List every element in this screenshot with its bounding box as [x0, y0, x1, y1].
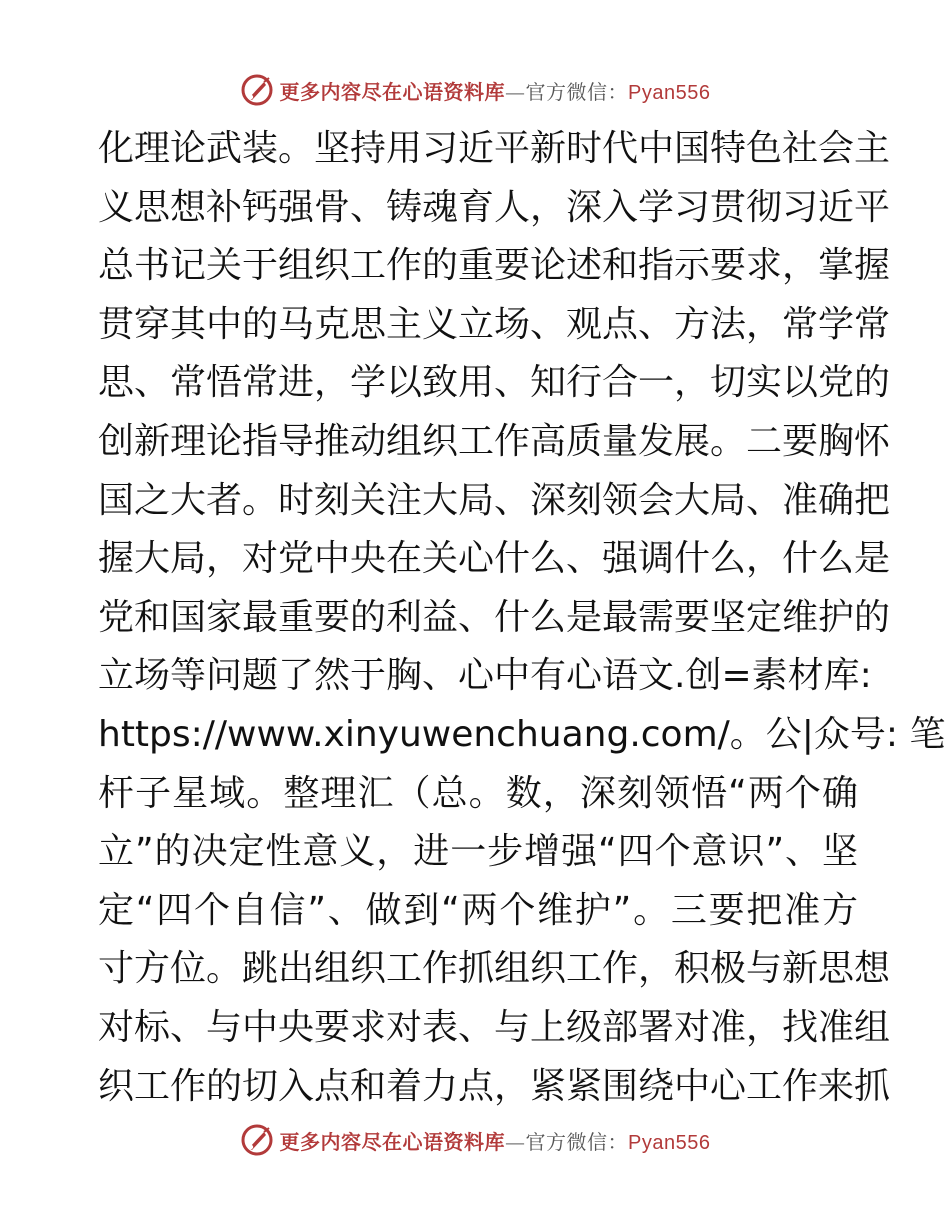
document-body: [98, 120, 946, 1116]
text-line: 思、常悟常进，学以致用、知行合一，切实以党的: [98, 362, 891, 404]
watermark-separator: —: [505, 79, 526, 104]
text-line: 定“四个自信”、做到“两个维护”。三要把准方: [98, 889, 858, 931]
header-watermark: [0, 72, 950, 108]
watermark-label: 官方微信：: [525, 79, 629, 104]
watermark-label: 官方微信：: [525, 1129, 629, 1154]
text-line: https://www.xinyuwenchuang.com/。公|众号: 笔: [98, 713, 946, 755]
text-line: 立场等问题了然于胸、心中有心语文.创=素材库:: [98, 655, 872, 697]
watermark-text: [280, 76, 711, 105]
text-line: 党和国家最重要的利益、什么是最需要坚定维护的: [98, 596, 891, 638]
text-line: 握大局，对党中央在关心什么、强调什么，什么是: [98, 538, 891, 580]
text-line: 对标、与中央要求对表、与上级部署对准，找准组: [98, 1006, 891, 1048]
text-line: 义思想补钙强骨、铸魂育人，深入学习贯彻习近平: [98, 186, 891, 228]
watermark-brand: 更多内容尽在心语资料库: [279, 1129, 506, 1154]
text-line: 贯穿其中的马克思主义立场、观点、方法，常学常: [98, 303, 891, 345]
watermark-wechat-id: Pyan556: [628, 1131, 711, 1154]
text-line: 立”的决定性意义，进一步增强“四个意识”、坚: [98, 831, 858, 873]
watermark-brand: 更多内容尽在心语资料库: [279, 79, 506, 104]
text-line: 织工作的切入点和着力点，紧紧围绕中心工作来抓: [98, 1065, 891, 1107]
quill-pen-logo-icon: [240, 1123, 274, 1157]
text-line: 国之大者。时刻关注大局、深刻领会大局、准确把: [98, 479, 891, 521]
watermark-wechat-id: Pyan556: [628, 81, 711, 104]
text-line: 寸方位。跳出组织工作抓组织工作，积极与新思想: [98, 948, 891, 990]
watermark-text: [280, 1126, 711, 1155]
text-line: 杆子星域。整理汇（总。数，深刻领悟“两个确: [98, 772, 858, 814]
text-line: 总书记关于组织工作的重要论述和指示要求，掌握: [98, 245, 891, 287]
text-line: 化理论武装。坚持用习近平新时代中国特色社会主: [98, 128, 891, 169]
text-line: 创新理论指导推动组织工作高质量发展。二要胸怀: [98, 420, 891, 462]
footer-watermark: [0, 1122, 950, 1158]
watermark-separator: —: [505, 1129, 526, 1154]
quill-pen-logo-icon: [240, 73, 274, 107]
